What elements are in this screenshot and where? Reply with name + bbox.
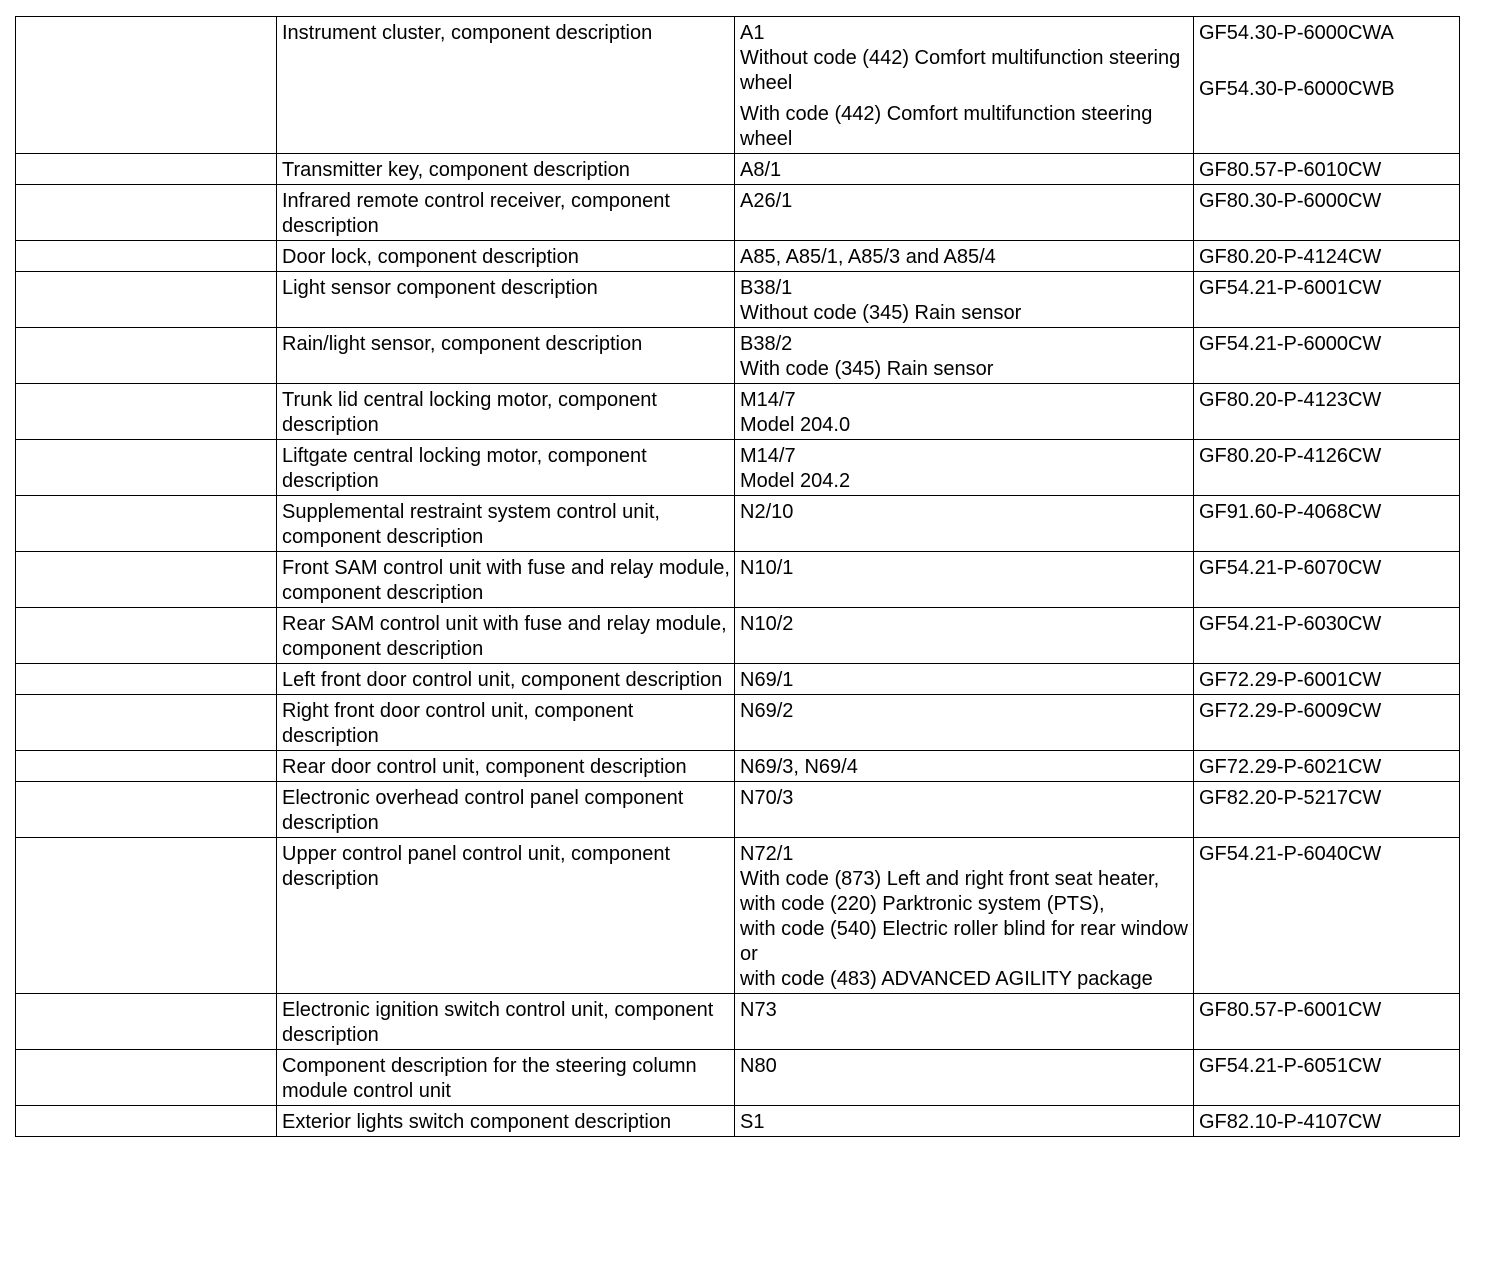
- component-description-cell: Light sensor component description: [277, 272, 735, 328]
- code-line: with code (483) ADVANCED AGILITY package: [740, 968, 1153, 990]
- table-row: [16, 185, 1460, 241]
- component-description-cell: Left front door control unit, component description: [277, 664, 735, 695]
- component-description-cell: Rear door control unit, component description: [277, 751, 735, 782]
- component-code-cell: [735, 17, 1194, 154]
- component-code-cell: [735, 328, 1194, 384]
- component-description-cell: Front SAM control unit with fuse and relay module, component description: [277, 552, 735, 608]
- code-line: N10/2: [740, 613, 794, 635]
- component-code-cell: [735, 272, 1194, 328]
- component-code-cell: [735, 664, 1194, 695]
- blank-cell: [16, 552, 277, 608]
- blank-cell: [16, 782, 277, 838]
- blank-cell: [16, 384, 277, 440]
- code-line: Model 204.0: [740, 414, 851, 436]
- blank-cell: [16, 608, 277, 664]
- component-code-cell: [735, 1050, 1194, 1106]
- component-description-cell: Door lock, component description: [277, 241, 735, 272]
- component-code-cell: [735, 782, 1194, 838]
- code-line: A85, A85/1, A85/3 and A85/4: [740, 246, 996, 268]
- table-row: [16, 328, 1460, 384]
- reference-cell: GF80.30-P-6000CW: [1194, 185, 1460, 241]
- code-line: M14/7: [740, 389, 796, 411]
- component-description-cell: Supplemental restraint system control unit, component description: [277, 496, 735, 552]
- component-code-cell: [735, 154, 1194, 185]
- code-line: N72/1: [740, 843, 794, 865]
- code-line: Without code (345) Rain sensor: [740, 302, 1022, 324]
- code-line: With code (345) Rain sensor: [740, 358, 994, 380]
- reference-cell: GF80.20-P-4124CW: [1194, 241, 1460, 272]
- code-line: N69/3, N69/4: [740, 756, 858, 778]
- reference-cell: GF91.60-P-4068CW: [1194, 496, 1460, 552]
- component-code-cell: [735, 608, 1194, 664]
- blank-cell: [16, 154, 277, 185]
- reference-cell: GF54.21-P-6001CW: [1194, 272, 1460, 328]
- component-description-cell: Rear SAM control unit with fuse and relay module, component description: [277, 608, 735, 664]
- code-line: A1: [740, 22, 765, 44]
- component-table-body: [16, 17, 1460, 1137]
- reference-cell: GF54.21-P-6051CW: [1194, 1050, 1460, 1106]
- code-line: With code (873) Left and right front seat heater,: [740, 868, 1160, 890]
- code-line: A26/1: [740, 190, 793, 212]
- code-line: N10/1: [740, 557, 794, 579]
- reference-cell: GF80.57-P-6010CW: [1194, 154, 1460, 185]
- component-code-cell: [735, 496, 1194, 552]
- reference-cell: GF54.21-P-6030CW: [1194, 608, 1460, 664]
- code-line: A8/1: [740, 159, 782, 181]
- component-code-cell: [735, 994, 1194, 1050]
- component-description-cell: Rain/light sensor, component description: [277, 328, 735, 384]
- code-line: B38/2: [740, 333, 793, 355]
- component-description-cell: Right front door control unit, component description: [277, 695, 735, 751]
- reference-cell: GF54.21-P-6040CW: [1194, 838, 1460, 994]
- code-line: With code (442) Comfort multifunction steering wheel: [740, 103, 1153, 150]
- blank-cell: [16, 1106, 277, 1137]
- table-row: [16, 664, 1460, 695]
- table-row: [16, 1050, 1460, 1106]
- reference-link: GF54.30-P-6000CWB: [1199, 78, 1395, 100]
- code-line: M14/7: [740, 445, 796, 467]
- blank-cell: [16, 838, 277, 994]
- table-row: [16, 17, 1460, 154]
- table-row: [16, 695, 1460, 751]
- component-description-cell: Trunk lid central locking motor, component description: [277, 384, 735, 440]
- reference-cell: GF80.20-P-4123CW: [1194, 384, 1460, 440]
- component-code-cell: [735, 384, 1194, 440]
- table-row: [16, 1106, 1460, 1137]
- component-description-cell: Electronic ignition switch control unit, component description: [277, 994, 735, 1050]
- blank-cell: [16, 440, 277, 496]
- component-code-cell: [735, 751, 1194, 782]
- reference-link: GF54.30-P-6000CWA: [1199, 22, 1394, 44]
- component-code-cell: [735, 440, 1194, 496]
- component-description-cell: Upper control panel control unit, component description: [277, 838, 735, 994]
- component-description-cell: Instrument cluster, component description: [277, 17, 735, 154]
- component-description-cell: Liftgate central locking motor, component description: [277, 440, 735, 496]
- table-row: [16, 994, 1460, 1050]
- reference-cell: GF54.21-P-6070CW: [1194, 552, 1460, 608]
- table-row: [16, 241, 1460, 272]
- table-row: [16, 440, 1460, 496]
- table-row: [16, 496, 1460, 552]
- component-code-cell: [735, 241, 1194, 272]
- blank-cell: [16, 994, 277, 1050]
- table-row: [16, 384, 1460, 440]
- code-line: N69/2: [740, 700, 794, 722]
- reference-cell: GF82.20-P-5217CW: [1194, 782, 1460, 838]
- blank-cell: [16, 695, 277, 751]
- reference-cell: GF72.29-P-6009CW: [1194, 695, 1460, 751]
- code-line: Without code (442) Comfort multifunction steering wheel: [740, 47, 1181, 94]
- code-line: N73: [740, 999, 777, 1021]
- reference-cell: GF80.20-P-4126CW: [1194, 440, 1460, 496]
- reference-cell: GF72.29-P-6001CW: [1194, 664, 1460, 695]
- code-line: N2/10: [740, 501, 794, 523]
- blank-cell: [16, 496, 277, 552]
- component-description-cell: Component description for the steering column module control unit: [277, 1050, 735, 1106]
- component-code-cell: [735, 1106, 1194, 1137]
- component-code-cell: [735, 185, 1194, 241]
- code-line: N70/3: [740, 787, 794, 809]
- component-description-cell: Transmitter key, component description: [277, 154, 735, 185]
- reference-cell: GF72.29-P-6021CW: [1194, 751, 1460, 782]
- table-row: [16, 552, 1460, 608]
- component-description-cell: Exterior lights switch component description: [277, 1106, 735, 1137]
- code-line: with code (220) Parktronic system (PTS),: [740, 893, 1105, 915]
- reference-cell: GF54.21-P-6000CW: [1194, 328, 1460, 384]
- table-row: [16, 272, 1460, 328]
- component-code-cell: [735, 695, 1194, 751]
- reference-cell: [1194, 17, 1460, 154]
- component-code-cell: [735, 552, 1194, 608]
- code-line: with code (540) Electric roller blind for rear window or: [740, 918, 1188, 965]
- component-description-cell: Electronic overhead control panel component description: [277, 782, 735, 838]
- table-row: [16, 782, 1460, 838]
- code-line: N69/1: [740, 669, 794, 691]
- blank-cell: [16, 1050, 277, 1106]
- blank-cell: [16, 328, 277, 384]
- reference-cell: GF82.10-P-4107CW: [1194, 1106, 1460, 1137]
- component-table: [15, 16, 1460, 1137]
- code-line: Model 204.2: [740, 470, 851, 492]
- table-row: [16, 751, 1460, 782]
- reference-cell: GF80.57-P-6001CW: [1194, 994, 1460, 1050]
- blank-cell: [16, 17, 277, 154]
- table-row: [16, 154, 1460, 185]
- blank-cell: [16, 241, 277, 272]
- component-description-cell: Infrared remote control receiver, component description: [277, 185, 735, 241]
- component-code-cell: [735, 838, 1194, 994]
- table-row: [16, 838, 1460, 994]
- code-line: N80: [740, 1055, 777, 1077]
- blank-cell: [16, 664, 277, 695]
- table-row: [16, 608, 1460, 664]
- code-line: B38/1: [740, 277, 793, 299]
- blank-cell: [16, 272, 277, 328]
- blank-cell: [16, 185, 277, 241]
- code-line: S1: [740, 1111, 765, 1133]
- blank-cell: [16, 751, 277, 782]
